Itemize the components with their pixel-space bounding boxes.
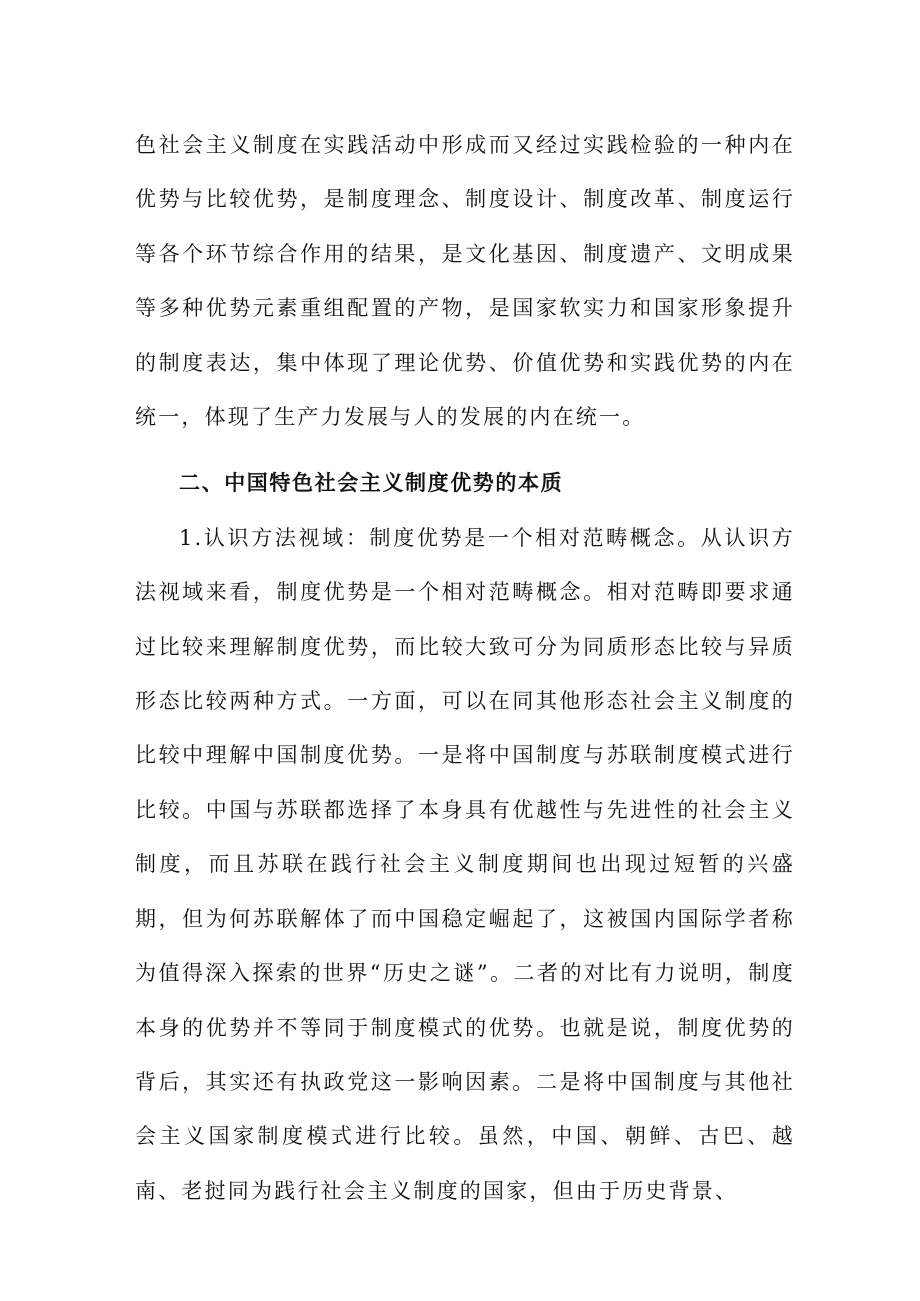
paragraph-spacer <box>135 444 795 450</box>
section-heading: 二、中国特色社会主义制度优势的本质 <box>179 471 564 496</box>
paragraph-continuation: 色社会主义制度在实践活动中形成而又经过实践检验的一种内在优势与比较优势，是制度理念、制度设计、制度改革、制度运行等各个环节综合作用的结果，是文化基因、制度遗产、文明成果等多种优势元素重组配置的产物，是国家软实力和国家形象提升的制度表达，集中体现了理论优势、价值优势和实践优势的内在统一，体现了生产力发展与人的发展的内在统一。 <box>135 133 795 430</box>
document-body <box>135 118 795 1218</box>
paragraph-section-1: 1.认识方法视域：制度优势是一个相对范畴概念。从认识方法视域来看，制度优势是一个相对范畴概念。相对范畴即要求通过比较来理解制度优势，而比较大致可分为同质形态比较与异质形态比较两种方式。一方面，可以在同其他形态社会主义制度的比较中理解中国制度优势。一是将中国制度与苏联制度模式进行比较。中国与苏联都选择了本身具有优越性与先进性的社会主义制度，而且苏联在践行社会主义制度期间也出现过短暂的兴盛期，但为何苏联解体了而中国稳定崛起了，这被国内国际学者称为值得深入探索的世界“历史之谜”。二者的对比有力说明，制度本身的优势并不等同于制度模式的优势。也就是说，制度优势的背后，其实还有执政党这一影响因素。二是将中国制度与其他社会主义国家制度模式进行比较。虽然，中国、朝鲜、古巴、越南、老挝同为践行社会主义制度的国家，但由于历史背景、 <box>135 525 795 1203</box>
